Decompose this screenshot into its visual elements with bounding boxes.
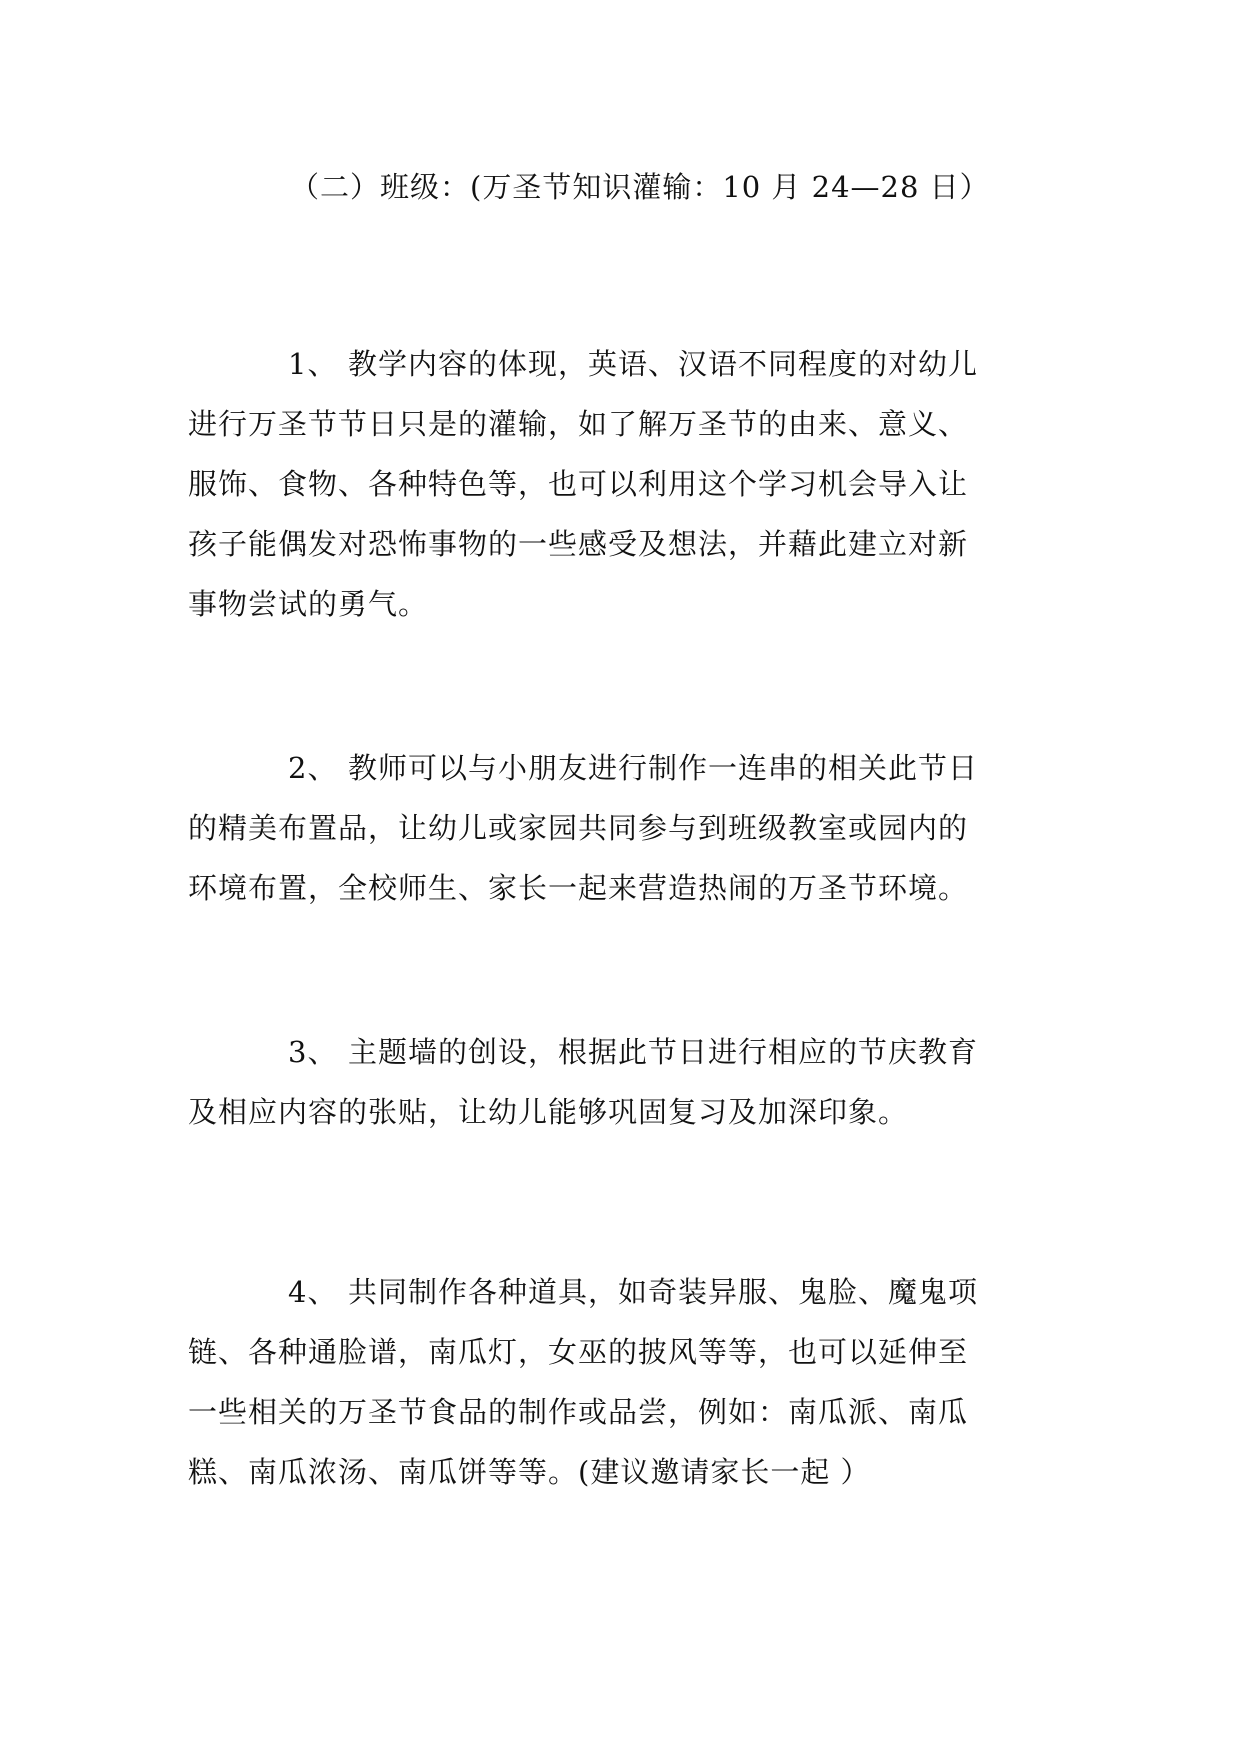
line-text: 教师可以与小朋友进行制作一连串的相关此节日 xyxy=(348,751,979,785)
item-number: 1、 xyxy=(288,347,338,381)
paragraph-line: 服饰、食物、各种特色等，也可以利用这个学习机会导入让 xyxy=(188,467,969,501)
paragraph-line: 的精美布置品，让幼儿或家园共同参与到班级教室或园内的 xyxy=(188,811,969,845)
item-number: 3、 xyxy=(288,1035,338,1069)
line-text: 主题墙的创设，根据此节日进行相应的节庆教育 xyxy=(348,1035,979,1069)
section-heading: （二）班级：(万圣节知识灌输：10 月 24—28 日） xyxy=(290,170,990,204)
paragraph-line xyxy=(188,738,1058,798)
item-number: 2、 xyxy=(288,751,338,785)
paragraph-line: 链、各种通脸谱，南瓜灯，女巫的披风等等，也可以延伸至 xyxy=(188,1335,969,1369)
list-item-1 xyxy=(188,334,1058,634)
list-item-2 xyxy=(188,738,1058,918)
list-item-3 xyxy=(188,1022,1058,1142)
paragraph-line: 事物尝试的勇气。 xyxy=(188,587,429,621)
line-text: 教学内容的体现，英语、汉语不同程度的对幼儿 xyxy=(348,347,979,381)
paragraph-line: 环境布置，全校师生、家长一起来营造热闹的万圣节环境。 xyxy=(188,871,969,905)
paragraph-line xyxy=(188,1262,1058,1322)
paragraph-line: 进行万圣节节日只是的灌输，如了解万圣节的由来、意义、 xyxy=(188,407,969,441)
paragraph-line: 及相应内容的张贴，让幼儿能够巩固复习及加深印象。 xyxy=(188,1095,909,1129)
list-item-4 xyxy=(188,1262,1058,1502)
paragraph-line: 孩子能偶发对恐怖事物的一些感受及想法，并藉此建立对新 xyxy=(188,527,969,561)
item-number: 4、 xyxy=(288,1275,338,1309)
line-text: 共同制作各种道具，如奇装异服、鬼脸、魔鬼项 xyxy=(348,1275,979,1309)
paragraph-line: 糕、南瓜浓汤、南瓜饼等等。(建议邀请家长一起 ） xyxy=(188,1455,871,1489)
paragraph-line xyxy=(188,334,1058,394)
paragraph-line xyxy=(188,1022,1058,1082)
paragraph-line: 一些相关的万圣节食品的制作或品尝，例如：南瓜派、南瓜 xyxy=(188,1395,969,1429)
